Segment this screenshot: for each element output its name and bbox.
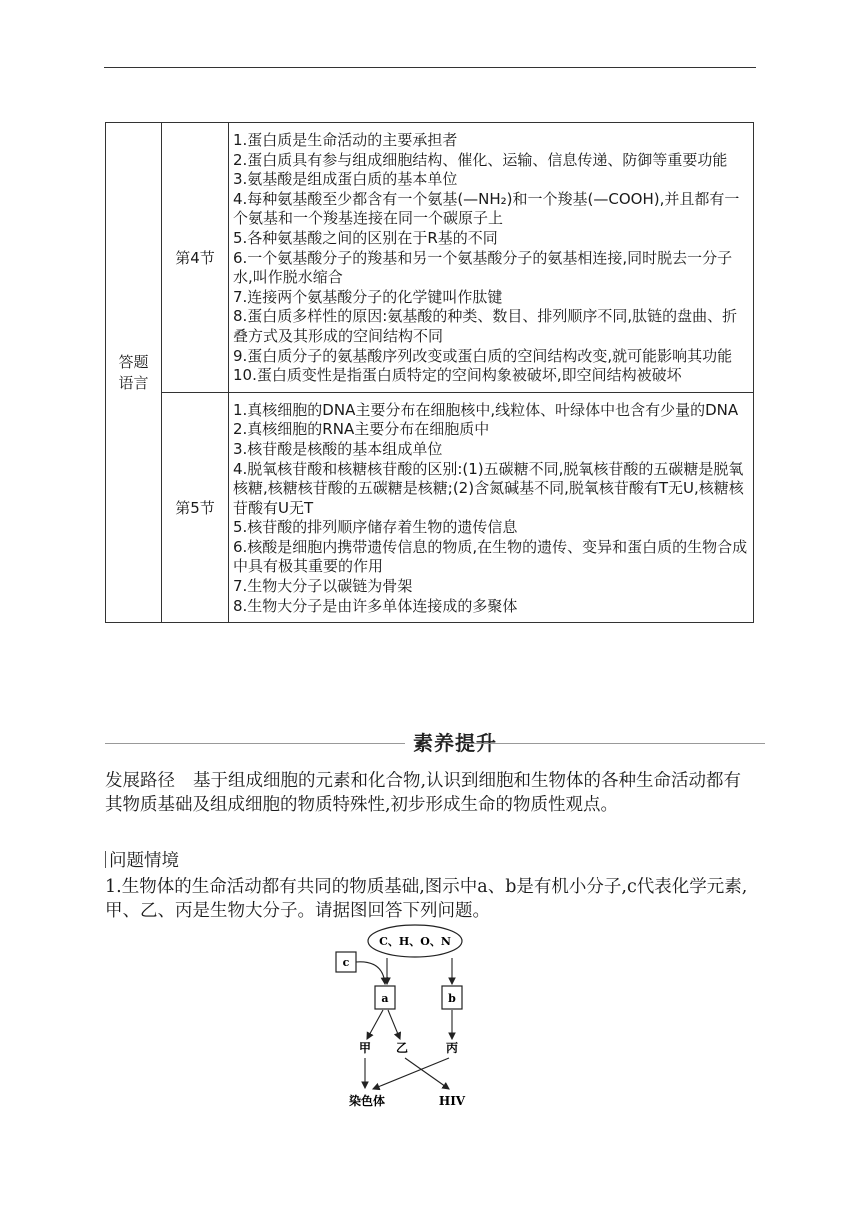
heading-rule-left	[105, 743, 405, 744]
scenario-heading	[105, 850, 755, 874]
arrow-a-to-jia	[367, 1010, 383, 1039]
list-item: 2.真核细胞的RNA主要分布在细胞质中	[233, 420, 490, 439]
arrow-a-to-yi	[388, 1010, 400, 1039]
list-item: 8.生物大分子是由许多单体连接成的多聚体	[233, 596, 518, 615]
box-c-label: c	[342, 956, 350, 969]
list-item: 4.每种氨基酸至少都含有一个氨基(—NH₂)和一个羧基(—COOH),并且都有一个氨基和一个羧基连接在同一个碳原子上	[233, 189, 740, 228]
list-item: 6.一个氨基酸分子的羧基和另一个氨基酸分子的氨基相连接,同时脱去一分子水,叫作脱水缩合	[233, 248, 733, 287]
section-5-items	[229, 392, 754, 623]
question-text: 1.生物体的生命活动都有共同的物质基础,图示中a、b是有机小分子,c代表化学元素,甲、乙、丙是生物大分子。请据图回答下列问题。	[105, 877, 748, 921]
list-item: 4.脱氧核苷酸和核糖核苷酸的区别:(1)五碳糖不同,脱氧核苷酸的五碳糖是脱氧核糖,核糖核苷酸的五碳糖是核糖;(2)含氮碱基不同,脱氧核苷酸有T无U,核糖核苷酸有U无T	[233, 459, 744, 517]
row-header-cell	[106, 123, 162, 623]
box-b-label: b	[448, 992, 456, 1005]
chromosome-label: 染色体	[348, 1094, 386, 1108]
development-lead: 发展路径	[105, 771, 175, 791]
list-item: 5.核苷酸的排列顺序储存着生物的遗传信息	[233, 518, 518, 537]
list-item: 3.氨基酸是组成蛋白质的基本单位	[233, 170, 458, 189]
development-paragraph	[105, 770, 755, 817]
elements-label: C、H、O、N	[379, 935, 451, 948]
section-4-label: 第4节	[162, 123, 229, 393]
bing-label: 丙	[445, 1041, 459, 1055]
section-4-items	[229, 123, 754, 393]
row-header: 答题语言	[118, 352, 149, 392]
hiv-label: HIV	[438, 1094, 466, 1108]
jia-label: 甲	[358, 1041, 372, 1055]
section-title: 素养提升	[413, 731, 497, 755]
scenario-label: 问题情境	[109, 851, 179, 871]
header-rule	[104, 67, 756, 68]
development-text: 基于组成细胞的元素和化合物,认识到细胞和生物体的各种生命活动都有其物质基础及组成细胞的物质特殊性,初步形成生命的物质性观点。	[105, 771, 742, 815]
arrow-c-to-a	[356, 962, 385, 984]
list-item: 6.核酸是细胞内携带遗传信息的物质,在生物的遗传、变异和蛋白质的生物合成中具有极其重要的作用	[233, 537, 748, 576]
section-5-label: 第5节	[162, 392, 229, 623]
scenario-marker	[105, 851, 106, 868]
list-item: 5.各种氨基酸之间的区别在于R基的不同	[233, 228, 498, 247]
table-row	[106, 123, 754, 393]
yi-label: 乙	[395, 1041, 409, 1055]
table-row	[106, 392, 754, 623]
list-item: 3.核苷酸是核酸的基本组成单位	[233, 439, 443, 458]
box-a-label: a	[381, 992, 389, 1005]
list-item: 10.蛋白质变性是指蛋白质特定的空间构象被破坏,即空间结构被破坏	[233, 366, 682, 385]
molecule-diagram	[325, 922, 495, 1112]
answer-language-table	[105, 122, 754, 623]
heading-rule-right	[463, 743, 765, 744]
list-item: 1.真核细胞的DNA主要分布在细胞核中,线粒体、叶绿体中也含有少量的DNA	[233, 400, 739, 419]
list-item: 8.蛋白质多样性的原因:氨基酸的种类、数目、排列顺序不同,肽链的盘曲、折叠方式及其形成的空间结构不同	[233, 307, 738, 345]
list-item: 7.连接两个氨基酸分子的化学键叫作肽键	[233, 287, 503, 306]
list-item: 1.蛋白质是生命活动的主要承担者	[233, 131, 458, 149]
list-item: 7.生物大分子以碳链为骨架	[233, 577, 413, 596]
list-item: 9.蛋白质分子的氨基酸序列改变或蛋白质的空间结构改变,就可能影响其功能	[233, 346, 733, 365]
section-heading	[105, 728, 755, 758]
list-item: 2.蛋白质具有参与组成细胞结构、催化、运输、信息传递、防御等重要功能	[233, 150, 728, 169]
